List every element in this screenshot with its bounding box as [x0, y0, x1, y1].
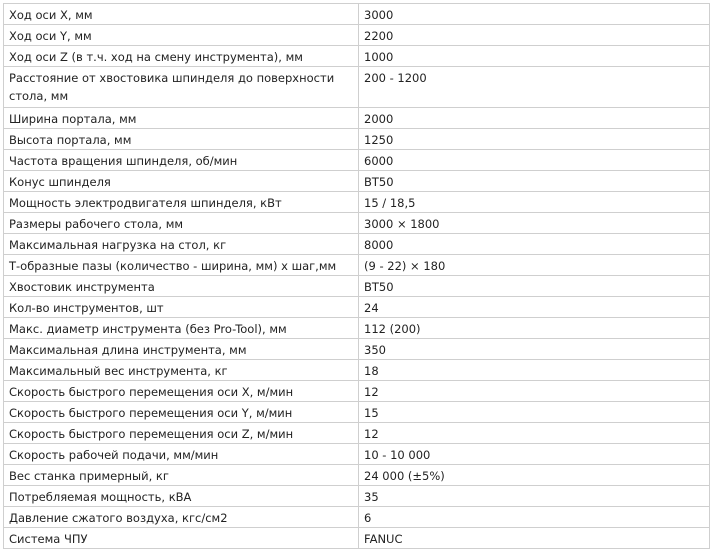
param-label: Максимальная нагрузка на стол, кг — [9, 238, 227, 252]
param-label: Скорость быстрого перемещения оси Y, м/мин — [9, 406, 293, 420]
table-row — [4, 67, 710, 108]
param-cell — [4, 486, 359, 507]
param-cell — [4, 213, 359, 234]
param-label: Ширина портала, мм — [9, 112, 137, 126]
param-cell — [4, 255, 359, 276]
table-row — [4, 46, 710, 67]
value-cell — [359, 213, 710, 234]
param-cell — [4, 297, 359, 318]
param-label: Хвостовик инструмента — [9, 280, 155, 294]
value-cell — [359, 67, 710, 108]
value-cell — [359, 444, 710, 465]
param-label: Расстояние от хвостовика шпинделя до поверхности стола, мм — [9, 71, 335, 103]
param-cell — [4, 150, 359, 171]
table-row — [4, 192, 710, 213]
table-row — [4, 234, 710, 255]
param-label: Ход оси X, мм — [9, 8, 93, 22]
value-cell — [359, 465, 710, 486]
param-value: 2000 — [364, 112, 394, 126]
param-value: FANUC — [364, 532, 403, 546]
param-value: 15 — [364, 406, 379, 420]
table-row — [4, 507, 710, 528]
table-row — [4, 25, 710, 46]
table-row — [4, 402, 710, 423]
table-row — [4, 108, 710, 129]
param-cell — [4, 129, 359, 150]
table-row — [4, 444, 710, 465]
value-cell — [359, 234, 710, 255]
value-cell — [359, 46, 710, 67]
param-cell — [4, 381, 359, 402]
table-row — [4, 360, 710, 381]
param-label: Т-образные пазы (количество - ширина, мм) х шаг,мм — [9, 259, 337, 273]
param-value: 12 — [364, 427, 379, 441]
param-cell — [4, 108, 359, 129]
value-cell — [359, 171, 710, 192]
param-label: Вес станка примерный, кг — [9, 469, 169, 483]
param-value: 24 000 (±5%) — [364, 469, 445, 483]
value-cell — [359, 25, 710, 46]
param-value: 1250 — [364, 133, 394, 147]
param-cell — [4, 339, 359, 360]
param-label: Ход оси Z (в т.ч. ход на смену инструмента), мм — [9, 50, 303, 64]
param-cell — [4, 402, 359, 423]
param-label: Ход оси Y, мм — [9, 29, 92, 43]
param-label: Максимальная длина инструмента, мм — [9, 343, 247, 357]
param-cell — [4, 276, 359, 297]
param-value: BT50 — [364, 175, 394, 189]
param-value: 200 - 1200 — [364, 71, 427, 85]
param-value: 18 — [364, 364, 379, 378]
param-label: Кол-во инструментов, шт — [9, 301, 164, 315]
param-label: Частота вращения шпинделя, об/мин — [9, 154, 238, 168]
param-label: Мощность электродвигателя шпинделя, кВт — [9, 196, 282, 210]
param-label: Высота портала, мм — [9, 133, 132, 147]
param-label: Давление сжатого воздуха, кгс/см2 — [9, 511, 228, 525]
param-label: Скорость рабочей подачи, мм/мин — [9, 448, 219, 462]
table-row — [4, 4, 710, 25]
param-value: 3000 × 1800 — [364, 217, 440, 231]
table-row — [4, 339, 710, 360]
param-cell — [4, 67, 359, 108]
param-cell — [4, 25, 359, 46]
table-row — [4, 150, 710, 171]
table-row — [4, 171, 710, 192]
param-value: 35 — [364, 490, 379, 504]
table-row — [4, 486, 710, 507]
table-row — [4, 318, 710, 339]
specifications-table-body — [4, 4, 710, 549]
param-value: 15 / 18,5 — [364, 196, 416, 210]
param-cell — [4, 192, 359, 213]
param-cell — [4, 46, 359, 67]
param-value: 1000 — [364, 50, 394, 64]
param-value: 12 — [364, 385, 379, 399]
param-label: Система ЧПУ — [9, 532, 88, 546]
param-cell — [4, 528, 359, 549]
value-cell — [359, 276, 710, 297]
value-cell — [359, 192, 710, 213]
param-value: 10 - 10 000 — [364, 448, 431, 462]
param-value: 6000 — [364, 154, 394, 168]
table-row — [4, 129, 710, 150]
param-cell — [4, 507, 359, 528]
value-cell — [359, 423, 710, 444]
table-row — [4, 297, 710, 318]
param-cell — [4, 171, 359, 192]
value-cell — [359, 255, 710, 276]
param-value: 112 (200) — [364, 322, 421, 336]
param-value: 2200 — [364, 29, 394, 43]
param-value: 3000 — [364, 8, 394, 22]
param-label: Скорость быстрого перемещения оси Z, м/мин — [9, 427, 294, 441]
param-label: Максимальный вес инструмента, кг — [9, 364, 228, 378]
param-label: Скорость быстрого перемещения оси X, м/мин — [9, 385, 294, 399]
value-cell — [359, 318, 710, 339]
value-cell — [359, 507, 710, 528]
param-cell — [4, 360, 359, 381]
param-value: 350 — [364, 343, 386, 357]
param-cell — [4, 318, 359, 339]
value-cell — [359, 297, 710, 318]
value-cell — [359, 360, 710, 381]
value-cell — [359, 4, 710, 25]
param-cell — [4, 4, 359, 25]
table-row — [4, 381, 710, 402]
param-label: Размеры рабочего стола, мм — [9, 217, 184, 231]
specifications-table — [3, 3, 710, 549]
table-row — [4, 465, 710, 486]
param-value: BT50 — [364, 280, 394, 294]
table-row — [4, 213, 710, 234]
table-row — [4, 423, 710, 444]
table-row — [4, 276, 710, 297]
param-value: 8000 — [364, 238, 394, 252]
value-cell — [359, 339, 710, 360]
param-value: 24 — [364, 301, 379, 315]
param-label: Потребляемая мощность, кВА — [9, 490, 192, 504]
param-value: 6 — [364, 511, 372, 525]
value-cell — [359, 108, 710, 129]
value-cell — [359, 528, 710, 549]
table-row — [4, 255, 710, 276]
value-cell — [359, 129, 710, 150]
param-cell — [4, 423, 359, 444]
value-cell — [359, 150, 710, 171]
table-row — [4, 528, 710, 549]
param-value: (9 - 22) × 180 — [364, 259, 446, 273]
value-cell — [359, 486, 710, 507]
param-cell — [4, 465, 359, 486]
param-label: Макс. диаметр инструмента (без Pro-Tool), мм — [9, 322, 287, 336]
value-cell — [359, 402, 710, 423]
param-cell — [4, 444, 359, 465]
param-cell — [4, 234, 359, 255]
value-cell — [359, 381, 710, 402]
param-label: Конус шпинделя — [9, 175, 111, 189]
